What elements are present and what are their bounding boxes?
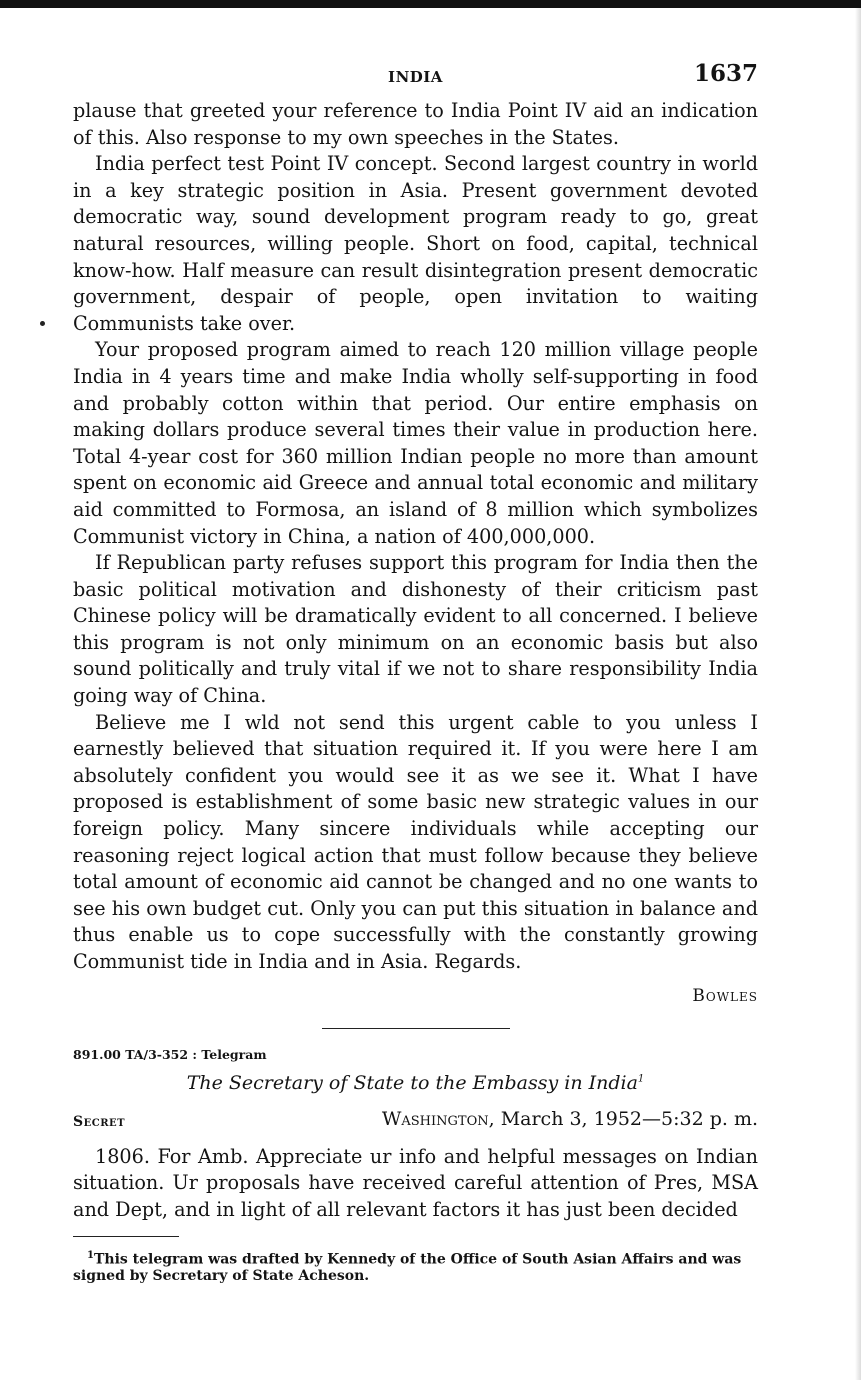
dateline-date: , March 3, 1952—5:32 p. m. (488, 1107, 758, 1130)
margin-mark (40, 321, 45, 326)
dateline (382, 1108, 758, 1130)
signature: Bowles (692, 985, 758, 1006)
scan-top-edge (0, 0, 861, 8)
dateline-place: Washington (381, 1107, 489, 1130)
document-reference: 891.00 TA/3-352 : Telegram (73, 1046, 267, 1062)
paragraph: Believe me I wld not send this urgent cable to you unless I earnestly believed that situation required it. If you were here I am absolutely confident you would see it as we see it. What I have proposed is establishment of some basic new strategic values in our foreign policy. Many sincere individuals while accepting our reasoning reject logical action that must follow because they believe total amount of economic aid cannot be changed and no one wants to see his own budget cut. Only you can put this situation in balance and thus enable us to cope successfully with the constantly growing Communist tide in India and in Asia. Regards. (73, 710, 758, 973)
running-head: INDIA (388, 68, 443, 86)
page-header (73, 60, 758, 98)
paragraph: plause that greeted your reference to India Point IV aid an indication of this. Also response to my own speeches in the States. (73, 99, 758, 149)
paragraph: India perfect test Point IV concept. Second largest country in world in a key strategic position in Asia. Present government devoted democratic way, sound development program ready to go, great natural resources, willing people. Short on food, capital, technical know-how. Half measure can result disintegration present democratic government, despair of people, open invitation to waiting Communists take over. (73, 152, 758, 335)
telegram-body (73, 1144, 758, 1224)
page-number: 1637 (693, 60, 758, 87)
document-page (73, 60, 758, 1284)
paragraph: If Republican party refuses support this program for India then the basic political motivation and dishonesty of their criticism past Chinese policy will be dramatically evident to all concerned. I believe this program is not only minimum on an economic basis but also sound politically and truly vital if we not to share responsibility India going way of China. (73, 551, 758, 708)
classification-label: Secret (73, 1113, 126, 1130)
footnote-text: This telegram was drafted by Kennedy of the Office of South Asian Affairs and was signed by Secretary of State Acheson. (73, 1252, 742, 1285)
footnote (73, 1248, 758, 1284)
footnote-number: 1 (87, 1250, 94, 1262)
document-title-text: The Secretary of State to the Embassy in India (186, 1071, 638, 1094)
letter-body (73, 98, 758, 976)
footnote-rule (73, 1236, 179, 1237)
paragraph: 1806. For Amb. Appreciate ur info and helpful messages on Indian situation. Ur proposals have received careful attention of Pres, MSA and Dept, and in light of all relevant factors it has just been decided (73, 1144, 758, 1221)
document-title (73, 1072, 758, 1094)
scan-right-edge (855, 8, 861, 1380)
dateline-row (73, 1108, 758, 1138)
footnote-marker: 1 (637, 1073, 645, 1085)
paragraph: Your proposed program aimed to reach 120 million village people India in 4 years time and make India wholly self-supporting in food and probably cotton within that period. Our entire emphasis on making dollars produce several times their value in production here. Total 4-year cost for 360 million Indian people no more than amount spent on economic aid Greece and annual total economic and military aid committed to Formosa, an island of 8 million which symbolizes Communist victory in China, a nation of 400,000,000. (73, 338, 758, 548)
section-divider (322, 1028, 510, 1029)
